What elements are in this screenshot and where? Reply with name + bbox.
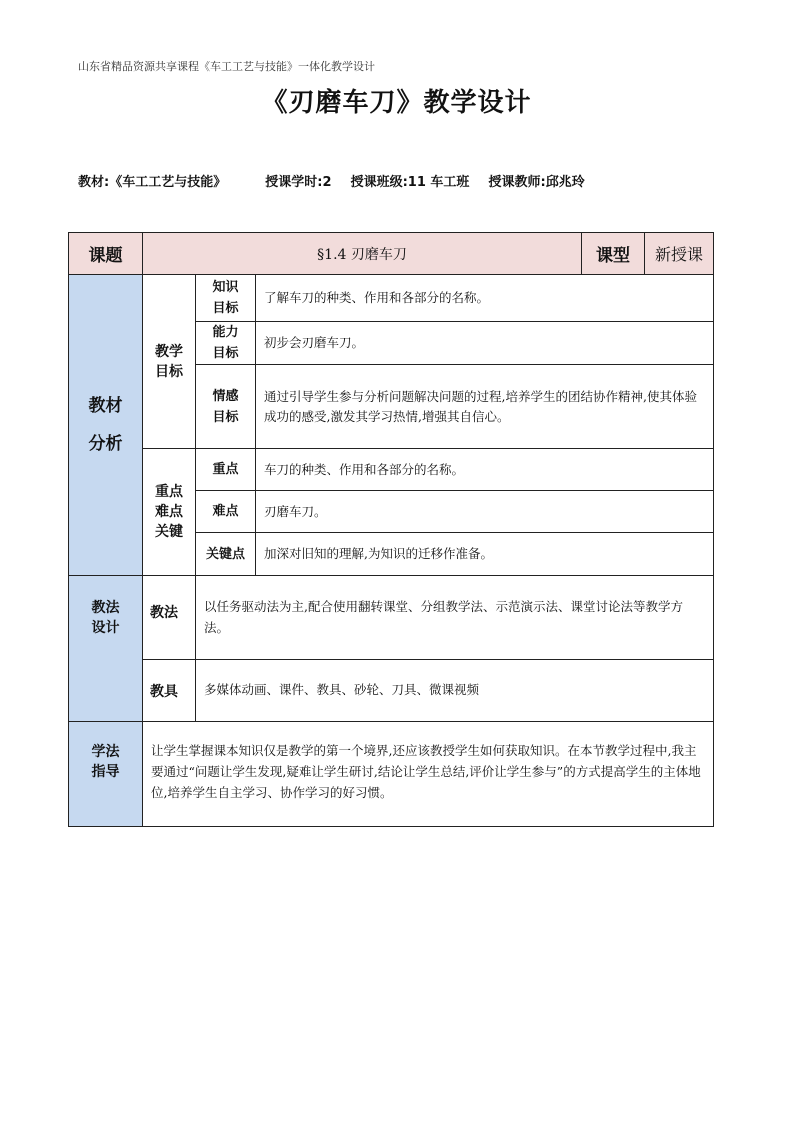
textbook-value: 《车工工艺与技能》 [109,175,227,190]
difficult-point-text: 刃磨车刀。 [256,491,714,533]
page-title: 《刃磨车刀》教学设计 [261,88,532,118]
type-value: 新授课 [645,233,714,275]
crucial-point-label: 关键点 [196,533,256,576]
hours-value: 2 [322,175,332,190]
teaching-aids-row [69,660,714,722]
topic-row [69,233,714,275]
method-design-label: 教法 设计 [69,576,143,722]
teaching-goals-label: 教学 目标 [143,275,196,449]
learning-guidance-label: 学法 指导 [69,722,143,827]
textbook-label: 教材: [78,175,110,190]
hours-label: 授课学时: [265,175,323,190]
key-difficult-label: 重点 难点 关键 [143,449,196,576]
teacher-label: 授课教师: [488,175,546,190]
teacher-value: 邱兆玲 [545,175,585,190]
difficult-point-label: 难点 [196,491,256,533]
knowledge-goal-row [69,275,714,322]
crucial-point-text: 加深对旧知的理解,为知识的迁移作准备。 [256,533,714,576]
key-point-text: 车刀的种类、作用和各部分的名称。 [256,449,714,491]
teaching-aids-label: 教具 [143,660,196,722]
class-label: 授课班级: [350,175,408,190]
method-text: 以任务驱动法为主,配合使用翻转课堂、分组教学法、示范演示法、课堂讨论法等教学方法。 [196,576,714,660]
topic-value: §1.4 刃磨车刀 [143,233,582,275]
ability-goal-label: 能力 目标 [196,322,256,365]
lesson-meta [78,171,585,190]
learning-guidance-row [69,722,714,827]
course-header-line: 山东省精品资源共享课程《车工工艺与技能》一体化教学设计 [78,60,375,73]
lesson-design-table [68,232,714,827]
type-label: 课型 [582,233,645,275]
topic-label: 课题 [69,233,143,275]
knowledge-goal-label: 知识 目标 [196,275,256,322]
emotion-goal-text: 通过引导学生参与分析问题解决问题的过程,培养学生的团结协作精神,使其体验成功的感受,激发其学习热情,增强其自信心。 [256,365,714,449]
knowledge-goal-text: 了解车刀的种类、作用和各部分的名称。 [256,275,714,322]
class-value: 11 车工班 [407,175,470,190]
ability-goal-text: 初步会刃磨车刀。 [256,322,714,365]
key-point-row [69,449,714,491]
emotion-goal-label: 情感 目标 [196,365,256,449]
method-label: 教法 [143,576,196,660]
learning-guidance-text: 让学生掌握课本知识仅是教学的第一个境界,还应该教授学生如何获取知识。在本节教学过程中,我主要通过“问题让学生发现,疑难让学生研讨,结论让学生总结,评价让学生参与”的方式提高学生的主体地位,培养学生自主学习、协作学习的好习惯。 [143,722,714,827]
teaching-aids-text: 多媒体动画、课件、教具、砂轮、刀具、微课视频 [196,660,714,722]
method-row [69,576,714,660]
key-point-label: 重点 [196,449,256,491]
material-analysis-label: 教材 分析 [69,275,143,576]
